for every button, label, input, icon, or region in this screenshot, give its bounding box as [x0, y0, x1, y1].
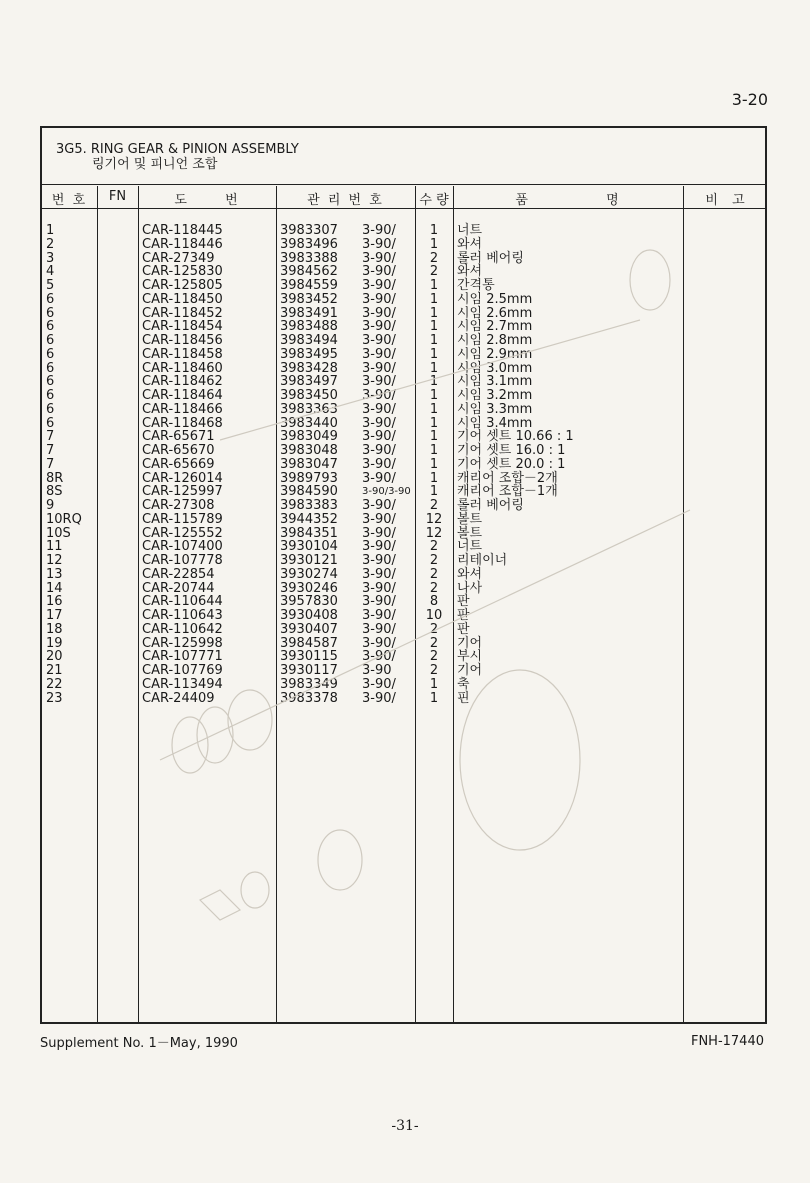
- cell-mgmt-code: 3-90/: [362, 401, 396, 417]
- cell-part-name: 시임 2.5mm: [457, 291, 533, 307]
- cell-quantity: 1: [429, 690, 439, 706]
- header-fn: FN: [108, 189, 127, 204]
- cell-mgmt-no: 3984559: [280, 278, 338, 293]
- cell-mgmt-no: 3930117: [280, 663, 338, 678]
- cell-item-no: 23: [46, 690, 63, 706]
- cell-quantity: 1: [429, 429, 439, 445]
- cell-quantity: 1: [429, 319, 439, 335]
- cell-drawing-no: CAR-118466: [142, 401, 223, 417]
- cell-mgmt-no: 3930104: [280, 539, 338, 555]
- cell-mgmt-code: 3-90/: [362, 456, 396, 472]
- cell-item-no: 6: [46, 415, 55, 431]
- cell-item-no: 8S: [46, 484, 63, 500]
- cell-item-no: 12: [46, 553, 63, 568]
- table-row: [42, 527, 765, 541]
- parts-list-frame: [40, 126, 767, 1024]
- cell-quantity: 2: [429, 553, 439, 568]
- table-row: [42, 265, 765, 279]
- cell-part-name: 롤러 베어링: [457, 250, 524, 266]
- cell-mgmt-no: 3984351: [280, 525, 338, 541]
- cell-drawing-no: CAR-125805: [142, 278, 223, 293]
- cell-drawing-no: CAR-113494: [142, 676, 223, 692]
- cell-mgmt-code: 3-90/: [362, 429, 396, 445]
- cell-mgmt-code: 3-90/: [362, 690, 396, 706]
- cell-mgmt-no: 3984562: [280, 264, 338, 280]
- cell-item-no: 20: [46, 649, 63, 665]
- cell-part-name: 부시: [457, 649, 483, 665]
- cell-item-no: 7: [46, 456, 55, 472]
- cell-item-no: 18: [46, 621, 63, 637]
- cell-mgmt-no: 3983388: [280, 250, 338, 266]
- cell-mgmt-code: 3-90/: [362, 580, 396, 596]
- cell-item-no: 6: [46, 360, 55, 376]
- cell-item-no: 6: [46, 401, 55, 417]
- cell-mgmt-no: 3930121: [280, 553, 338, 568]
- cell-quantity: 1: [429, 291, 439, 307]
- cell-mgmt-no: 3983428: [280, 360, 338, 376]
- cell-mgmt-no: 3983497: [280, 374, 338, 390]
- cell-part-name: 기어: [457, 635, 483, 651]
- cell-item-no: 6: [46, 333, 55, 348]
- cell-mgmt-no: 3984590: [280, 484, 338, 500]
- cell-quantity: 1: [429, 676, 439, 692]
- cell-quantity: 1: [429, 346, 439, 362]
- cell-quantity: 2: [429, 498, 439, 513]
- cell-item-no: 17: [46, 608, 63, 623]
- table-row: [42, 554, 765, 568]
- cell-part-name: 시임 3.3mm: [457, 401, 533, 417]
- title-block: [56, 142, 299, 172]
- cell-part-name: 롤러 베어링: [457, 498, 524, 513]
- table-row: [42, 430, 765, 444]
- cell-part-name: 와셔: [457, 264, 483, 280]
- cell-drawing-no: CAR-65670: [142, 443, 215, 458]
- cell-mgmt-code: 3-90/: [362, 608, 396, 623]
- cell-drawing-no: CAR-118460: [142, 360, 223, 376]
- cell-part-name: 핀: [457, 690, 470, 706]
- table-row: [42, 458, 765, 472]
- cell-item-no: 6: [46, 346, 55, 362]
- cell-mgmt-no: 3983452: [280, 291, 338, 307]
- table-row: [42, 417, 765, 431]
- page-subtitle: 링기어 및 피니언 조합: [92, 157, 218, 172]
- table-row: [42, 513, 765, 527]
- header-no: 번 호: [51, 193, 88, 208]
- cell-mgmt-no: 3983440: [280, 415, 338, 431]
- cell-mgmt-no: 3983049: [280, 429, 338, 445]
- supplement-note: Supplement No. 1－May, 1990: [40, 1036, 238, 1051]
- cell-part-name: 시임 2.7mm: [457, 319, 533, 335]
- cell-mgmt-no: 3983383: [280, 498, 338, 513]
- cell-drawing-no: CAR-65671: [142, 429, 215, 445]
- table-row: [42, 252, 765, 266]
- cell-mgmt-no: 3983363: [280, 401, 338, 417]
- cell-drawing-no: CAR-126014: [142, 470, 223, 486]
- cell-mgmt-code: 3-90/: [362, 250, 396, 266]
- header-qty: 수 량: [419, 193, 449, 208]
- cell-mgmt-code: 3-90/: [362, 566, 396, 582]
- cell-part-name: 와셔: [457, 236, 483, 252]
- cell-drawing-no: CAR-125997: [142, 484, 223, 500]
- cell-mgmt-code: 3-90/: [362, 305, 396, 321]
- cell-mgmt-code: 3-90/: [362, 635, 396, 651]
- cell-item-no: 6: [46, 388, 55, 403]
- cell-mgmt-code: 3-90/: [362, 553, 396, 568]
- cell-mgmt-code: 3-90/: [362, 415, 396, 431]
- cell-mgmt-no: 3984587: [280, 635, 338, 651]
- table-row: [42, 637, 765, 651]
- table-row: [42, 362, 765, 376]
- cell-drawing-no: CAR-22854: [142, 566, 215, 582]
- cell-part-name: 기어 셋트 10.66 : 1: [457, 429, 574, 445]
- cell-mgmt-code: 3-90/: [362, 388, 396, 403]
- cell-mgmt-code: 3-90/: [362, 511, 396, 527]
- cell-quantity: 1: [429, 415, 439, 431]
- cell-drawing-no: CAR-118464: [142, 388, 223, 403]
- cell-drawing-no: CAR-125830: [142, 264, 223, 280]
- table-row: [42, 650, 765, 664]
- cell-mgmt-no: 3983450: [280, 388, 338, 403]
- cell-mgmt-no: 3957830: [280, 594, 338, 610]
- table-row: [42, 238, 765, 252]
- cell-part-name: 나사: [457, 580, 483, 596]
- cell-mgmt-code: 3-90/: [362, 264, 396, 280]
- table-row: [42, 224, 765, 238]
- header-drawing: 도 번: [174, 193, 240, 208]
- cell-mgmt-no: 3930407: [280, 621, 338, 637]
- table-row: [42, 472, 765, 486]
- cell-mgmt-code: 3-90/: [362, 443, 396, 458]
- table-row: [42, 568, 765, 582]
- cell-mgmt-code: 3-90/: [362, 360, 396, 376]
- table-row: [42, 595, 765, 609]
- cell-item-no: 22: [46, 676, 63, 692]
- cell-quantity: 1: [429, 236, 439, 252]
- cell-mgmt-code: 3-90/: [362, 319, 396, 335]
- cell-item-no: 11: [46, 539, 63, 555]
- table-row: [42, 582, 765, 596]
- cell-item-no: 10S: [46, 525, 71, 541]
- cell-quantity: 1: [429, 305, 439, 321]
- cell-item-no: 19: [46, 635, 63, 651]
- cell-part-name: 시임 2.9mm: [457, 346, 533, 362]
- cell-mgmt-code: 3-90/: [362, 649, 396, 665]
- cell-mgmt-code: 3-90/: [362, 621, 396, 637]
- cell-part-name: 축: [457, 676, 470, 692]
- cell-quantity: 12: [425, 525, 443, 541]
- cell-drawing-no: CAR-118456: [142, 333, 223, 348]
- cell-mgmt-code: 3-90/: [362, 594, 396, 610]
- table-row: [42, 499, 765, 513]
- cell-part-name: 시임 3.2mm: [457, 388, 533, 403]
- table-row: [42, 293, 765, 307]
- cell-item-no: 8R: [46, 470, 64, 486]
- table-row: [42, 692, 765, 706]
- cell-quantity: 1: [429, 484, 439, 500]
- cell-drawing-no: CAR-118458: [142, 346, 223, 362]
- cell-mgmt-no: 3983494: [280, 333, 338, 348]
- cell-quantity: 1: [429, 278, 439, 293]
- cell-item-no: 6: [46, 319, 55, 335]
- cell-drawing-no: CAR-118462: [142, 374, 223, 390]
- cell-part-name: 기어: [457, 663, 483, 678]
- cell-drawing-no: CAR-125552: [142, 525, 223, 541]
- cell-quantity: 2: [429, 250, 439, 266]
- cell-item-no: 1: [46, 223, 55, 238]
- cell-mgmt-no: 3983496: [280, 236, 338, 252]
- cell-part-name: 캐리어 조합－2개: [457, 470, 558, 486]
- cell-quantity: 2: [429, 580, 439, 596]
- cell-drawing-no: CAR-65669: [142, 456, 215, 472]
- cell-mgmt-no: 3930246: [280, 580, 338, 596]
- table-row: [42, 348, 765, 362]
- cell-quantity: 1: [429, 374, 439, 390]
- cell-mgmt-code: 3-90/: [362, 525, 396, 541]
- cell-part-name: 볼트: [457, 511, 483, 527]
- cell-drawing-no: CAR-118445: [142, 223, 223, 238]
- cell-quantity: 1: [429, 401, 439, 417]
- cell-part-name: 판: [457, 608, 470, 623]
- cell-part-name: 기어 셋트 20.0 : 1: [457, 456, 566, 472]
- cell-item-no: 4: [46, 264, 55, 280]
- cell-quantity: 2: [429, 649, 439, 665]
- cell-mgmt-code: 3-90/: [362, 223, 396, 238]
- cell-mgmt-no: 3983048: [280, 443, 338, 458]
- cell-drawing-no: CAR-110642: [142, 621, 223, 637]
- cell-part-name: 너트: [457, 539, 483, 555]
- cell-mgmt-code: 3-90/3-90: [362, 486, 411, 498]
- cell-quantity: 2: [429, 264, 439, 280]
- header-bottom-line: [42, 208, 765, 209]
- cell-mgmt-no: 3983047: [280, 456, 338, 472]
- cell-mgmt-no: 3930115: [280, 649, 338, 665]
- cell-drawing-no: CAR-110644: [142, 594, 223, 610]
- cell-drawing-no: CAR-107778: [142, 553, 223, 568]
- cell-mgmt-code: 3-90/: [362, 498, 396, 513]
- cell-item-no: 7: [46, 429, 55, 445]
- table-row: [42, 540, 765, 554]
- cell-mgmt-code: 3-90/: [362, 676, 396, 692]
- cell-item-no: 13: [46, 566, 63, 582]
- cell-quantity: 2: [429, 566, 439, 582]
- cell-mgmt-code: 3-90/: [362, 346, 396, 362]
- cell-part-name: 볼트: [457, 525, 483, 541]
- cell-part-name: 시임 2.8mm: [457, 333, 533, 348]
- cell-part-name: 리테이너: [457, 553, 508, 568]
- cell-item-no: 2: [46, 236, 55, 252]
- cell-drawing-no: CAR-24409: [142, 690, 215, 706]
- cell-mgmt-no: 3983349: [280, 676, 338, 692]
- cell-item-no: 6: [46, 305, 55, 321]
- cell-drawing-no: CAR-27308: [142, 498, 215, 513]
- header-name: 품 명: [515, 193, 621, 208]
- cell-drawing-no: CAR-107400: [142, 539, 223, 555]
- page-number-top: 3-20: [731, 90, 768, 109]
- cell-drawing-no: CAR-118446: [142, 236, 223, 252]
- cell-mgmt-no: 3983495: [280, 346, 338, 362]
- cell-mgmt-code: 3-90: [362, 663, 392, 678]
- parts-table-body: [42, 224, 765, 705]
- table-row: [42, 444, 765, 458]
- cell-item-no: 21: [46, 663, 63, 678]
- cell-mgmt-no: 3983488: [280, 319, 338, 335]
- table-row: [42, 320, 765, 334]
- cell-drawing-no: CAR-115789: [142, 511, 223, 527]
- cell-quantity: 8: [429, 594, 439, 610]
- cell-part-name: 판: [457, 594, 470, 610]
- cell-item-no: 7: [46, 443, 55, 458]
- cell-quantity: 2: [429, 539, 439, 555]
- header-remark: 비 고: [705, 193, 747, 208]
- cell-drawing-no: CAR-27349: [142, 250, 215, 266]
- table-row: [42, 389, 765, 403]
- cell-mgmt-code: 3-90/: [362, 278, 396, 293]
- table-row: [42, 279, 765, 293]
- table-row: [42, 609, 765, 623]
- cell-drawing-no: CAR-107771: [142, 649, 223, 665]
- cell-quantity: 1: [429, 470, 439, 486]
- table-row: [42, 307, 765, 321]
- cell-part-name: 판: [457, 621, 470, 637]
- cell-mgmt-code: 3-90/: [362, 333, 396, 348]
- cell-mgmt-no: 3983491: [280, 305, 338, 321]
- cell-quantity: 2: [429, 621, 439, 637]
- header-mgmt: 관 리 번 호: [307, 193, 384, 208]
- cell-mgmt-code: 3-90/: [362, 539, 396, 555]
- cell-item-no: 14: [46, 580, 63, 596]
- cell-quantity: 1: [429, 456, 439, 472]
- cell-item-no: 16: [46, 594, 63, 610]
- cell-part-name: 시임 3.4mm: [457, 415, 533, 431]
- cell-drawing-no: CAR-118468: [142, 415, 223, 431]
- cell-quantity: 2: [429, 635, 439, 651]
- page-number-bottom: -31-: [391, 1118, 419, 1134]
- cell-item-no: 5: [46, 278, 55, 293]
- cell-mgmt-no: 3983307: [280, 223, 338, 238]
- cell-quantity: 1: [429, 443, 439, 458]
- cell-quantity: 1: [429, 223, 439, 238]
- cell-item-no: 3: [46, 250, 55, 266]
- cell-part-name: 시임 3.1mm: [457, 374, 533, 390]
- table-row: [42, 623, 765, 637]
- cell-part-name: 캐리어 조합－1개: [457, 484, 558, 500]
- table-row: [42, 375, 765, 389]
- cell-drawing-no: CAR-110643: [142, 608, 223, 623]
- cell-mgmt-no: 3930274: [280, 566, 338, 582]
- page-title: 3G5. RING GEAR & PINION ASSEMBLY: [56, 142, 299, 157]
- cell-part-name: 와셔: [457, 566, 483, 582]
- cell-part-name: 기어 셋트 16.0 : 1: [457, 443, 566, 458]
- header-top-line: [42, 184, 765, 185]
- cell-item-no: 9: [46, 498, 55, 513]
- table-row: [42, 485, 765, 499]
- cell-quantity: 1: [429, 360, 439, 376]
- cell-part-name: 간격통: [457, 278, 495, 293]
- cell-part-name: 너트: [457, 223, 483, 238]
- table-row: [42, 403, 765, 417]
- table-row: [42, 334, 765, 348]
- cell-drawing-no: CAR-118454: [142, 319, 223, 335]
- cell-mgmt-code: 3-90/: [362, 291, 396, 307]
- cell-part-name: 시임 3.0mm: [457, 360, 533, 376]
- cell-item-no: 10RQ: [46, 511, 82, 527]
- cell-quantity: 10: [425, 608, 443, 623]
- cell-quantity: 12: [425, 511, 443, 527]
- cell-mgmt-no: 3944352: [280, 511, 338, 527]
- cell-drawing-no: CAR-20744: [142, 580, 215, 596]
- cell-item-no: 6: [46, 291, 55, 307]
- cell-part-name: 시임 2.6mm: [457, 305, 533, 321]
- cell-quantity: 1: [429, 333, 439, 348]
- table-row: [42, 678, 765, 692]
- cell-drawing-no: CAR-107769: [142, 663, 223, 678]
- cell-mgmt-code: 3-90/: [362, 374, 396, 390]
- cell-quantity: 2: [429, 663, 439, 678]
- cell-mgmt-no: 3983378: [280, 690, 338, 706]
- cell-mgmt-no: 3989793: [280, 470, 338, 486]
- cell-item-no: 6: [46, 374, 55, 390]
- cell-mgmt-no: 3930408: [280, 608, 338, 623]
- cell-quantity: 1: [429, 388, 439, 403]
- document-code: FNH-17440: [690, 1034, 764, 1049]
- cell-drawing-no: CAR-118452: [142, 305, 223, 321]
- table-row: [42, 664, 765, 678]
- cell-drawing-no: CAR-118450: [142, 291, 223, 307]
- cell-mgmt-code: 3-90/: [362, 470, 396, 486]
- cell-mgmt-code: 3-90/: [362, 236, 396, 252]
- cell-drawing-no: CAR-125998: [142, 635, 223, 651]
